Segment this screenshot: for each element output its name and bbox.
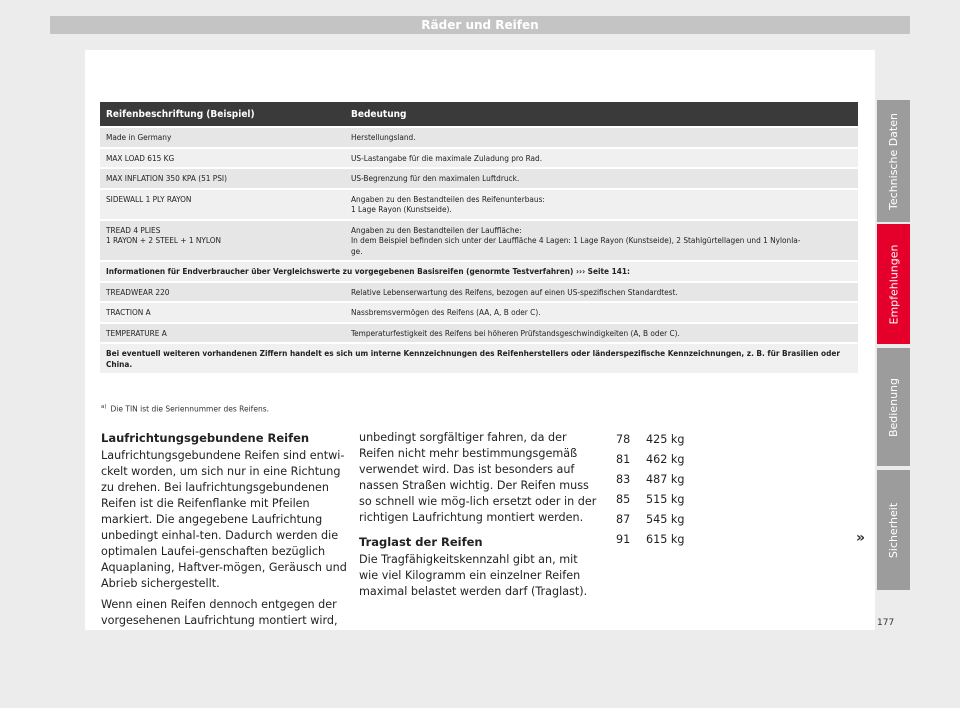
marking-cell: TRACTION A [100, 303, 345, 322]
meaning-cell: US-Lastangabe für die maximale Zuladung pro Rad. [345, 149, 858, 168]
load-kg: 615 kg [646, 533, 685, 546]
page-number: 177 [877, 618, 895, 628]
load-index-table [616, 430, 685, 550]
tab-bedienung[interactable] [877, 348, 910, 466]
table-row [100, 190, 858, 219]
marking-cell: TEMPERATURE A [100, 324, 345, 343]
meaning-cell: Temperaturfestigkeit des Reifens bei höheren Prüfstandsgeschwindigkeiten (A, B oder C). [345, 324, 858, 343]
meaning-cell: Angaben zu den Bestandteilen des Reifenunterbaus: 1 Lage Rayon (Kunstseide). [345, 190, 858, 219]
paragraph: unbedingt sorgfältiger fahren, da der Reifen nicht mehr bestimmungsgemäß verwendet wird. Das ist besonders auf nassen Straßen wichtig. Der Reifen muss so schnell wie mög-lich ersetzt oder in der richtigen Laufrichtung montiert werden. [359, 431, 597, 524]
meaning-cell: Herstellungsland. [345, 128, 858, 147]
info-row-text: Informationen für Endverbraucher über Vergleichswerte zu vorgegebenen Basisreifen (genormte Testverfahren) [106, 266, 574, 276]
load-index: 87 [616, 513, 631, 526]
marking-cell: MAX INFLATION 350 KPA (51 PSI) [100, 169, 345, 188]
tire-marking-table [100, 100, 858, 375]
tab-label: Bedienung [887, 377, 900, 437]
load-kg: 462 kg [646, 453, 685, 466]
table-row [100, 303, 858, 322]
table-header-marking: Reifenbeschriftung (Beispiel) [100, 102, 345, 126]
table-row-final [100, 344, 858, 373]
footnote-text: Die TIN ist die Seriennummer des Reifens. [110, 404, 269, 414]
list-item [616, 470, 685, 490]
load-kg: 515 kg [646, 493, 685, 506]
left-column [101, 430, 351, 634]
tab-label: Sicherheit [887, 502, 901, 558]
meaning-cell: Relative Lebenserwartung des Reifens, bezogen auf einen US-spezifischen Standardtest. [345, 283, 858, 302]
paragraph: Laufrichtungsgebundene Reifen sind entwi-ckelt worden, um sich nur in eine Richtung zu drehen. Bei laufrichtungsgebundenen Reifen ist die Reifenflanke mit Pfeilen markiert. Die angegebene Laufrichtung unbedingt einhal-ten. Dadurch werden die optimalen Laufei-genschaften bezüglich Aquaplaning, Haftver-mögen, Geräusch und Abrieb sichergestellt. [101, 449, 347, 590]
load-index: 91 [616, 533, 631, 546]
marking-cell: Made in Germany [100, 128, 345, 147]
paragraph: Die Tragfähigkeitskennzahl gibt an, mit wie viel Kilogramm ein einzelner Reifen maximal belastet werden darf (Traglast). [359, 553, 588, 598]
page-reference-link[interactable]: ››› Seite 141: [576, 266, 630, 276]
footnote-mark: a) [101, 404, 107, 410]
table-header-meaning: Bedeutung [345, 102, 858, 126]
load-index: 78 [616, 433, 631, 446]
meaning-cell: Angaben zu den Bestandteilen der Lauffläche: In dem Beispiel befinden sich unter der Lauffläche 4 Lagen: 1 Lage Rayon (Kunstseide), 2 Stahlgürtellagen und 1 Nylonla- ge. [345, 221, 858, 261]
footnote [101, 404, 269, 414]
section-heading-direction: Laufrichtungsgebundene Reifen [101, 431, 310, 445]
meaning-cell: Nassbremsvermögen des Reifens (AA, A, B oder C). [345, 303, 858, 322]
info-row-cell [100, 262, 858, 281]
table-row [100, 324, 858, 343]
table-row [100, 169, 858, 188]
tab-empfehlungen[interactable] [877, 224, 910, 344]
table-row [100, 149, 858, 168]
table-row [100, 221, 858, 261]
load-index: 81 [616, 453, 631, 466]
chapter-header: Räder und Reifen [50, 16, 910, 34]
tab-sicherheit[interactable] [877, 470, 910, 590]
load-kg: 545 kg [646, 513, 685, 526]
marking-cell: TREAD 4 PLIES 1 RAYON + 2 STEEL + 1 NYLON [100, 221, 345, 261]
paragraph: Wenn einen Reifen dennoch entgegen der vorgesehenen Laufrichtung montiert wird, [101, 598, 338, 627]
list-item [616, 450, 685, 470]
marking-cell: SIDEWALL 1 PLY RAYON [100, 190, 345, 219]
section-heading-load: Traglast der Reifen [359, 535, 483, 549]
load-index: 83 [616, 473, 631, 486]
load-kg: 425 kg [646, 433, 685, 446]
middle-column [359, 430, 599, 605]
load-kg: 487 kg [646, 473, 685, 486]
table-row [100, 283, 858, 302]
list-item [616, 490, 685, 510]
table-row [100, 128, 858, 147]
tab-technische-daten[interactable] [877, 100, 910, 222]
tab-label: Technische Daten [887, 112, 901, 210]
meaning-cell: US-Begrenzung für den maximalen Luftdruck. [345, 169, 858, 188]
continue-chevron-icon: » [856, 530, 866, 546]
final-row-cell: Bei eventuell weiteren vorhandenen Ziffern handelt es sich um interne Kennzeichnungen des Reifenherstellers oder länderspezifische Kennzeichnungen, z. B. für Brasilien oder China. [100, 344, 858, 373]
load-index: 85 [616, 493, 631, 506]
table-row-info [100, 262, 858, 281]
list-item [616, 430, 685, 450]
marking-cell: MAX LOAD 615 KG [100, 149, 345, 168]
marking-cell: TREADWEAR 220 [100, 283, 345, 302]
list-item [616, 510, 685, 530]
list-item [616, 530, 685, 550]
tab-label: Empfehlungen [887, 244, 901, 324]
